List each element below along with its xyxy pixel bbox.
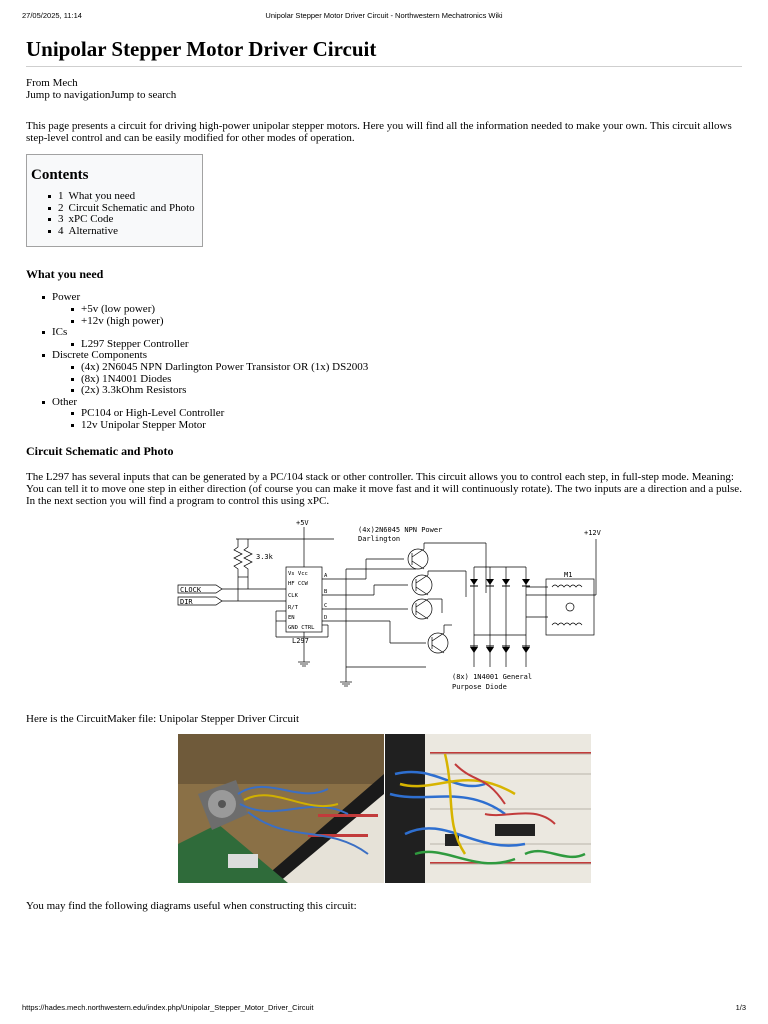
print-page-number: 1/3 xyxy=(735,1003,746,1012)
circuit-photo-motor[interactable] xyxy=(178,734,384,883)
schematic-label-diode-type: Purpose Diode xyxy=(452,682,507,691)
list-item: +5v (low power) xyxy=(81,304,742,316)
schematic-label-darlington: Darlington xyxy=(358,534,401,543)
jump-to-search-link[interactable]: Jump to search xyxy=(110,89,177,101)
print-header xyxy=(22,11,746,23)
toc-label: What you need xyxy=(68,190,136,202)
circuitmaker-line xyxy=(26,713,742,725)
page-title: Unipolar Stepper Motor Driver Circuit xyxy=(26,36,742,67)
ic-pin-label: D xyxy=(324,614,328,621)
list-group-label: ICs xyxy=(52,326,68,339)
site-subtitle: From Mech xyxy=(26,77,78,89)
ic-pin-label: C xyxy=(324,602,328,609)
schematic-label-12v: +12V xyxy=(584,528,601,537)
diagrams-paragraph: You may find the following diagrams useful when constructing this circuit: xyxy=(26,899,357,912)
requirements-list xyxy=(26,292,742,431)
circuitmaker-prefix: Here is the CircuitMaker file: xyxy=(26,712,159,725)
ic-pin-label: A xyxy=(324,572,328,579)
jump-links xyxy=(26,89,742,101)
toc-label: Circuit Schematic and Photo xyxy=(68,201,195,214)
print-url: https://hades.mech.northwestern.edu/index.php/Unipolar_Stepper_Motor_Driver_Circuit xyxy=(22,1003,314,1012)
print-datetime: 27/05/2025, 11:14 xyxy=(22,11,82,20)
print-footer xyxy=(22,1003,746,1015)
intro-paragraph: This page presents a circuit for driving high-power unipolar stepper motors. Here you will find all the information needed to make your own. This circuit allows step-level control and can be easily modified for other modes of operation. xyxy=(26,120,732,144)
toc-list xyxy=(31,191,202,237)
ic-pin-label: Vs Vcc xyxy=(288,570,308,577)
list-item: PC104 or High-Level Controller xyxy=(81,408,742,420)
jump-to-navigation-link[interactable]: Jump to navigation xyxy=(26,89,111,101)
toc-title: Contents xyxy=(31,167,89,183)
schematic-label-transistors: (4x)2N6045 NPN Power xyxy=(358,525,443,534)
list-group-label: Power xyxy=(52,291,81,304)
toc-label: Alternative xyxy=(68,224,118,237)
schematic-label-ic: L297 xyxy=(292,636,309,645)
circuit-photo-breadboard[interactable] xyxy=(385,734,591,883)
list-item xyxy=(52,350,742,396)
toc-number: 1 xyxy=(58,190,64,202)
print-page-title: Unipolar Stepper Motor Driver Circuit - Northwestern Mechatronics Wiki xyxy=(265,11,503,20)
list-item xyxy=(52,327,742,350)
circuit-paragraph: The L297 has several inputs that can be generated by a PC/104 stack or other controller. This circuit allows you to control each step, in full-step mode. Meaning: You can tell it to move one step in either direction (of course you can make it move fast and it will continuously rotate). The two inputs are a direction and a pulse. In the next section you will find a program to control this using xPC. xyxy=(26,470,742,507)
circuitmaker-file-link[interactable]: Unipolar Stepper Driver Circuit xyxy=(158,712,300,725)
list-item: (8x) 1N4001 Diodes xyxy=(81,374,742,386)
toc-number: 3 xyxy=(58,213,64,226)
schematic-label-clock: CLOCK xyxy=(180,585,202,594)
schematic-label-motor: M1 xyxy=(564,570,573,579)
toc-label: xPC Code xyxy=(68,213,114,226)
schematic-label-5v: +5V xyxy=(296,518,309,527)
list-item: +12v (high power) xyxy=(81,316,742,328)
schematic-label-diodes: (8x) 1N4001 General xyxy=(452,672,533,681)
ic-pin-label: EN xyxy=(288,614,295,621)
ic-pin-label: HF CCW xyxy=(288,580,308,587)
section-heading-what-you-need: What you need xyxy=(26,267,104,282)
ic-pin-label: B xyxy=(324,588,328,595)
list-item: (2x) 3.3kOhm Resistors xyxy=(81,385,742,397)
list-group-label: Other xyxy=(52,395,78,408)
list-item xyxy=(52,292,742,327)
list-item: (4x) 2N6045 NPN Darlington Power Transistor OR (1x) DS2003 xyxy=(81,362,742,374)
schematic-label-resistor: 3.3k xyxy=(256,552,273,561)
ic-pin-label: GND CTRL xyxy=(288,624,315,631)
section-heading-circuit: Circuit Schematic and Photo xyxy=(26,443,174,458)
circuit-schematic-diagram[interactable] xyxy=(176,517,601,702)
toc-number: 2 xyxy=(58,201,64,214)
list-group-label: Discrete Components xyxy=(52,349,148,362)
toc-item[interactable] xyxy=(58,226,202,238)
table-of-contents xyxy=(26,154,203,247)
ic-pin-label: R/T xyxy=(288,604,298,611)
toc-number: 4 xyxy=(58,224,64,237)
circuit-photos xyxy=(178,734,742,884)
ic-pin-label: CLK xyxy=(288,592,298,599)
schematic-label-dir: DIR xyxy=(180,597,193,606)
list-item: L297 Stepper Controller xyxy=(81,339,742,351)
list-item: 12v Unipolar Stepper Motor xyxy=(81,420,742,432)
list-item xyxy=(52,397,742,432)
main-content xyxy=(26,36,742,912)
